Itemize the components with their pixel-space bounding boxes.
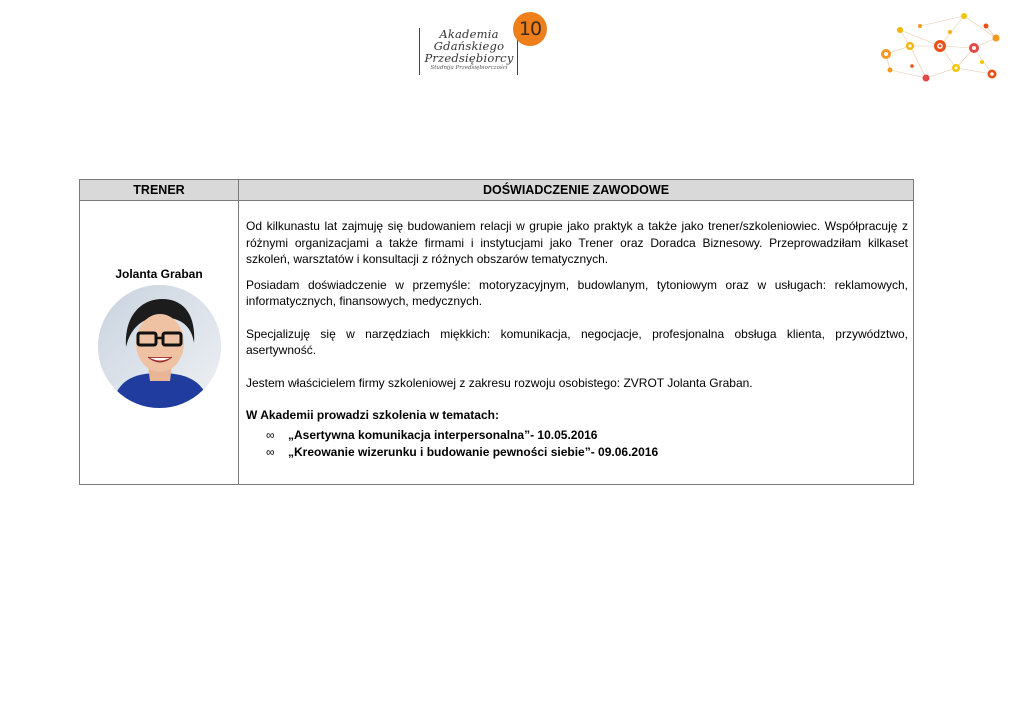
training-title: „Asertywna komunikacja interpersonalna”- 10.05.2016 (288, 427, 598, 442)
infinity-bullet-icon: ∞ (266, 444, 275, 459)
logo-wordmark (423, 28, 515, 72)
logo-subline: Studnija Przedsiębiorczości (430, 65, 508, 71)
table-header-row (80, 180, 913, 201)
infinity-bullet-icon: ∞ (266, 427, 275, 442)
akademia-logo (417, 12, 552, 78)
trainer-name: Jolanta Graban (115, 267, 203, 281)
trainings-list (246, 427, 908, 461)
experience-cell (246, 218, 908, 461)
logo-line-1: Akademia (439, 27, 499, 41)
column-divider (238, 180, 239, 484)
experience-paragraph-3: Specjalizuję się w narzędziach miękkich: komunikacja, negocjacje, profesjonalna obsługa klienta, przywództwo, asertywność. (246, 326, 908, 357)
experience-paragraph-1: Od kilkunastu lat zajmuję się budowaniem relacji w grupie jako praktyk a także jako trener/szkoleniowiec. Współpracuję z różnymi organizacjami a także firmami i instytucjami jako Trener oraz Doradca Biznesowy. Przeprowadziłam kilkaset szkoleń, warsztatów i konsultacji z różnych obszarów tematycznych. (246, 219, 908, 266)
logo-line-2: Gdańskiego (433, 39, 505, 53)
logo-divider-left (419, 28, 420, 75)
training-title: „Kreowanie wizerunku i budowanie pewności siebie”- 09.06.2016 (288, 444, 659, 459)
trainer-cell (80, 201, 238, 484)
trainings-heading: W Akademii prowadzi szkolenia w tematach: (246, 408, 499, 422)
header-experience: DOŚWIADCZENIE ZAWODOWE (482, 183, 670, 197)
network-graphic-icon (872, 8, 1004, 90)
list-item (246, 427, 908, 444)
experience-paragraph-2: Posiadam doświadczenie w przemyśle: motoryzacyjnym, budowlanym, tytoniowym oraz w usługach: reklamowych, informatycznych, finansowych, medycznych. (246, 277, 908, 308)
experience-paragraph-4: Jestem właścicielem firmy szkoleniowej z zakresu rozwoju osobistego: ZVROT Jolanta Graban. (246, 375, 753, 390)
trainer-photo (98, 285, 221, 408)
trainer-table (79, 179, 914, 485)
list-item (246, 444, 908, 461)
logo-anniversary-badge: 10 (513, 12, 547, 46)
portrait-image (98, 285, 221, 408)
header-trainer: TRENER (133, 183, 185, 197)
logo-line-3: Przedsiębiorcy (424, 51, 514, 65)
